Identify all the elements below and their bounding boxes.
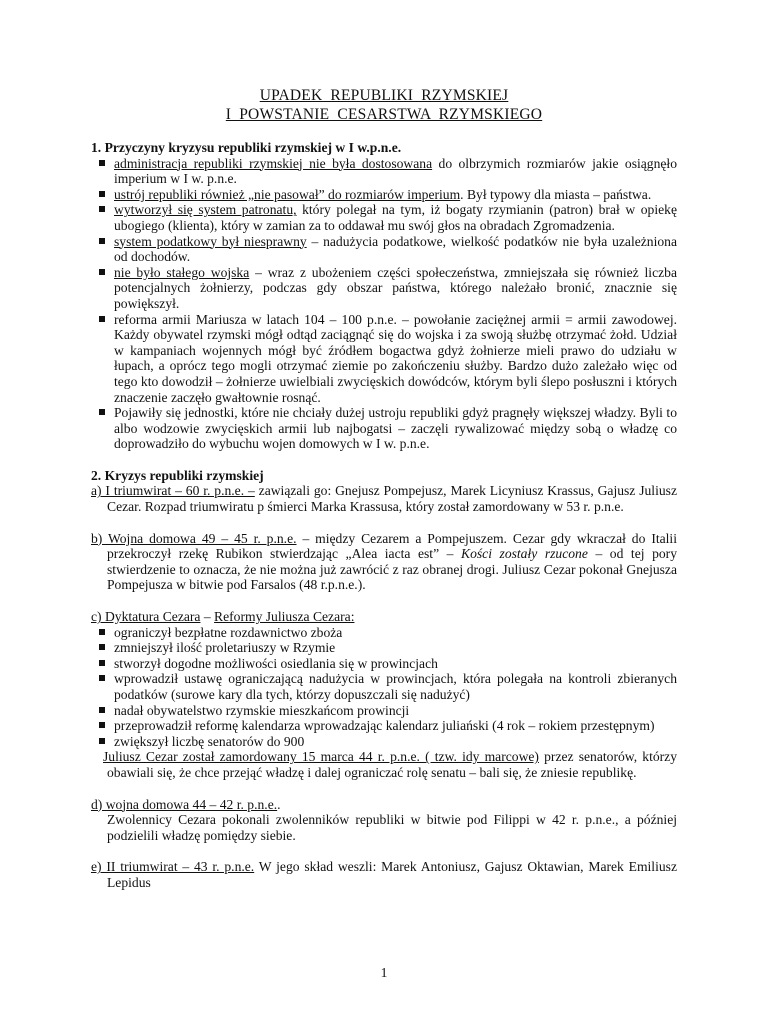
spacer [91,781,677,797]
reform-item: zwiększył liczbę senatorów do 900 [91,734,677,750]
reform-item: nadał obywatelstwo rzymskie mieszkańcom prowincji [91,703,677,719]
section-2c-heading: c) Dyktatura Cezara – Reformy Juliusza Cezara: [91,609,355,625]
section-1-item: Pojawiły się jednostki, które nie chciały dużej ustroju republiki gdyż pragnęły większej władzy. Byli to albo wodzowie zwycięskich armii lub najbogatsi – zaczęli rywalizować między sobą o władzę co doprowadziło do wybuchu wojen domowych w I w. p.n.e. [91,405,677,452]
document-body [91,140,677,891]
section-1-item: system podatkowy był niesprawny – nadużycia podatkowe, wielkość podatków nie była uzależniona od dochodów. [91,234,677,265]
title-line-2: I POWSTANIE CESARSTWA RZYMSKIEGO [225,106,543,123]
page-number: 1 [380,965,388,980]
caesar-assassination-paragraph: Juliusz Cezar został zamordowany 15 marca 44 r. p.n.e. ( tzw. idy marcowe) przez senatorów, którzy obawiali się, że chce przejąć władzę i dalej ograniczać rolę senatu – bali się, że zniesie republikę. [103,749,677,780]
reform-item: zmniejszył ilość proletariuszy w Rzymie [91,640,677,656]
section-1-item: administracja republiki rzymskiej nie była dostosowana do olbrzymich rozmiarów jakie osiągnęło imperium w I w. p.n.e. [91,156,677,187]
section-1-item: wytworzył się system patronatu, który polegał na tym, iż bogaty rzymianin (patron) brał w opiekę ubogiego (klienta), który w zamian za to oddawał mu swój głos na obradach Zgromadzenia. [91,202,677,233]
section-1-item: ustrój republiki również „nie pasował” do rozmiarów imperium. Był typowy dla miasta – państwa. [91,187,677,203]
section-2b-paragraph: b) Wojna domowa 49 – 45 r. p.n.e. – między Cezarem a Pompejuszem. Cezar gdy wkraczał do Italii przekroczył rzekę Rubikon stwierdzając „Alea iacta est” – Kości zostały rzucone – od tej pory stwierdzenie to oznacza, że nie można już zawrócić z raz obranej drogi. Juliusz Cezar pokonał Gnejusza Pompejusza w bitwie pod Farsalos (48 r.p.n.e.). [91,530,677,593]
section-2-heading: 2. Kryzys republiki rzymskiej [91,467,264,483]
spacer [91,452,677,468]
section-2e-paragraph: e) II triumwirat – 43 r. p.n.e. W jego skład weszli: Marek Antoniusz, Gajusz Oktawian, Marek Emiliusz Lepidus [91,859,677,890]
spacer [91,843,677,859]
spacer [91,515,677,531]
section-2d-heading: d) wojna domowa 44 – 42 r. p.n.e.. [91,796,281,812]
title-line-1: UPADEK REPUBLIKI RZYMSKIEJ [259,87,509,104]
reforms-list [91,625,677,750]
reform-item: wprowadził ustawę ograniczającą nadużycia w prowincjach, która polegała na kontroli zbieranych podatków (surowe kary dla tych, którzy dopuszczali się nadużyć) [91,671,677,702]
section-2a-paragraph: a) I triumwirat – 60 r. p.n.e. – zawiązali go: Gnejusz Pompejusz, Marek Licyniusz Krassus, Gajusz Juliusz Cezar. Rozpad triumwiratu p śmierci Marka Krassusa, który został zamordowany w 53 r. p.n.e. [91,483,677,515]
section-1-heading: 1. Przyczyny kryzysu republiki rzymskiej w I w.p.n.e. [91,140,402,155]
document-title [0,86,768,124]
section-1-item: reforma armii Mariusza w latach 104 – 100 p.n.e. – powołanie zaciężnej armii = armii zawodowej. Każdy obywatel rzymski mógł odtąd zaciągnąć się do wojska i za swoją służbę otrzymać żołd. Udział w kampaniach wojennych mógł być źródłem bogactwa gdyż żołnierze mieli prawo do udziału w łupach, a oprócz tego mogli otrzymać ziemie po zakończeniu służby. Bardzo dużo zależało więc od tego kto dowodził – żołnierze uwielbiali zwycięskich dowódców, którym byli ślepo posłuszni i których znaczenie zaczęło gwałtownie rosnąć. [91,312,677,406]
section-2d-paragraph: Zwolennicy Cezara pokonali zwolenników republiki w bitwie pod Filippi w 42 r. p.n.e., a później podzielili władzę pomiędzy siebie. [107,812,677,843]
reform-item: przeprowadził reformę kalendarza wprowadzając kalendarz juliański (4 rok – rokiem przestępnym) [91,718,677,734]
spacer [91,593,677,609]
section-1-list [91,156,677,452]
reform-item: stworzył dogodne możliwości osiedlania się w prowincjach [91,656,677,672]
section-1-item: nie było stałego wojska – wraz z ubożeniem części społeczeństwa, zmniejszała się również liczba potencjalnych żołnierzy, podczas gdy obszar państwa, którego należało bronić, znacznie się powiększył. [91,265,677,312]
reform-item: ograniczył bezpłatne rozdawnictwo zboża [91,625,677,641]
